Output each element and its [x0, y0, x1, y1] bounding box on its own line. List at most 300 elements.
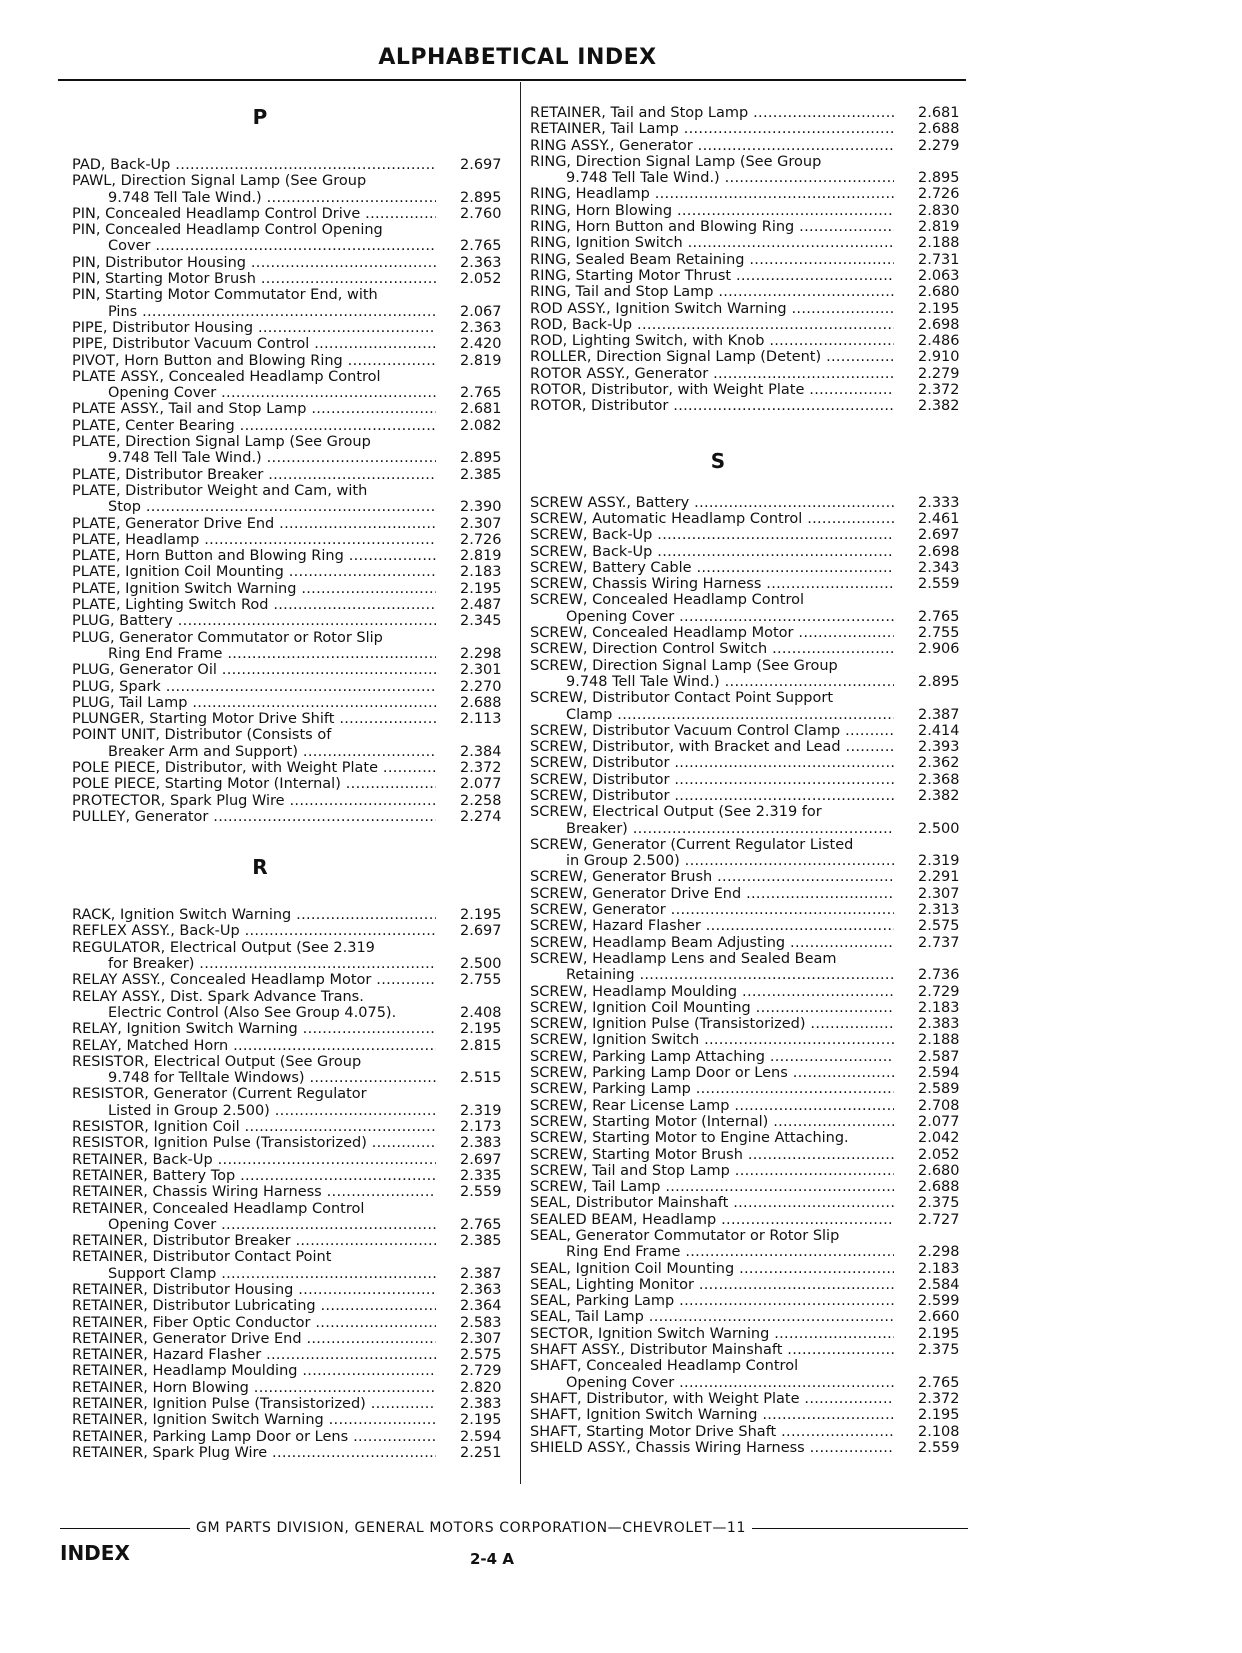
entry-group-number: 2.052	[460, 271, 502, 288]
entry-group-number: 2.726	[460, 531, 502, 548]
entry-label: in Group 2.500) .....	[566, 853, 894, 869]
index-entry	[72, 776, 508, 792]
index-entry	[530, 1244, 966, 1260]
entry-label: RETAINER, Spark Plug Wire .....	[72, 1445, 436, 1461]
entry-group-number: 2.188	[918, 1032, 960, 1049]
index-entry	[530, 366, 966, 382]
index-entry	[530, 755, 966, 771]
entry-spacer	[72, 141, 508, 157]
entry-label: RING, Starting Motor Thrust .....	[530, 268, 894, 284]
entry-text	[72, 320, 436, 336]
index-entry	[72, 1038, 508, 1054]
entry-label: RING, Horn Button and Blowing Ring .....	[530, 219, 894, 235]
entry-group-number: 2.765	[918, 608, 960, 625]
entry-label: RETAINER, Distributor Housing .....	[72, 1282, 436, 1298]
entry-group-number: 2.385	[460, 466, 502, 483]
index-entry	[72, 1347, 508, 1363]
entry-text	[72, 190, 436, 206]
entry-text	[530, 1228, 894, 1244]
index-entry	[530, 154, 966, 170]
index-entry	[530, 853, 966, 869]
entry-group-number: 2.270	[460, 678, 502, 695]
index-entry	[72, 222, 508, 238]
entry-text	[72, 516, 436, 532]
entry-text	[72, 1315, 436, 1331]
entry-text	[72, 1217, 436, 1233]
entry-text	[530, 1326, 894, 1342]
entry-group-number: 2.765	[460, 385, 502, 402]
entry-group-number: 2.335	[460, 1167, 502, 1184]
index-entry	[530, 1228, 966, 1244]
index-entry	[530, 1016, 966, 1032]
index-entry	[530, 170, 966, 186]
index-entry	[530, 1261, 966, 1277]
left-column	[72, 105, 508, 1461]
entry-group-number: 2.375	[918, 1342, 960, 1359]
entry-text	[530, 804, 894, 820]
entry-group-number: 2.307	[460, 1330, 502, 1347]
entry-text	[72, 711, 436, 727]
entry-group-number	[436, 1249, 508, 1265]
entry-group-number: 2.819	[460, 352, 502, 369]
entry-label: SCREW, Parking Lamp Door or Lens .....	[530, 1065, 894, 1081]
entry-label: SHIELD ASSY., Chassis Wiring Harness .....	[530, 1440, 894, 1456]
entry-text	[72, 467, 436, 483]
entry-label: PLATE, Distributor Breaker .....	[72, 467, 436, 483]
index-entry	[72, 744, 508, 760]
entry-label: SCREW, Distributor Vacuum Control Clamp .....	[530, 723, 894, 739]
entry-group-number	[894, 951, 966, 967]
index-entry	[530, 690, 966, 706]
index-entry	[72, 255, 508, 271]
entry-text	[72, 662, 436, 678]
entry-text	[530, 333, 894, 349]
entry-group-number: 2.313	[918, 902, 960, 919]
entry-label: SCREW, Parking Lamp Attaching .....	[530, 1049, 894, 1065]
entry-label: SCREW, Automatic Headlamp Control .....	[530, 511, 894, 527]
entry-group-number: 2.731	[918, 251, 960, 268]
entry-text	[530, 138, 894, 154]
entry-group-number: 2.195	[460, 1021, 502, 1038]
entry-text	[72, 1445, 436, 1461]
entry-label: PLATE, Lighting Switch Rod .....	[72, 597, 436, 613]
entry-text	[72, 1168, 436, 1184]
entry-group-number: 2.387	[918, 706, 960, 723]
entry-label: SCREW, Starting Motor to Engine Attaching.	[530, 1130, 849, 1147]
entry-text	[72, 1396, 436, 1412]
entry-label: SEAL, Parking Lamp .....	[530, 1293, 894, 1309]
entry-text	[530, 317, 894, 333]
entry-label: PLATE, Ignition Coil Mounting .....	[72, 564, 436, 580]
entry-text	[530, 1000, 894, 1016]
entry-text	[530, 1309, 894, 1325]
index-entry	[530, 837, 966, 853]
entry-label: SCREW, Generator .....	[530, 902, 894, 918]
entry-text	[530, 772, 894, 788]
entry-text	[530, 495, 894, 511]
entry-text	[72, 940, 436, 956]
entry-label: SCREW, Back-Up .....	[530, 544, 894, 560]
entry-group-number	[894, 1358, 966, 1374]
index-entry	[72, 418, 508, 434]
entry-label: SECTOR, Ignition Switch Warning .....	[530, 1326, 894, 1342]
index-entry	[530, 1424, 966, 1440]
entry-label: RING, Horn Blowing .....	[530, 203, 894, 219]
index-entry	[72, 271, 508, 287]
entry-group-number: 2.382	[918, 398, 960, 415]
index-entry	[530, 674, 966, 690]
entry-label: SCREW, Direction Signal Lamp (See Group	[530, 657, 838, 674]
index-entry	[530, 1375, 966, 1391]
entry-group-number: 2.372	[918, 1390, 960, 1407]
entry-text	[72, 401, 436, 417]
entry-group-number	[894, 690, 966, 706]
entry-text	[530, 576, 894, 592]
entry-group-number: 2.319	[460, 1102, 502, 1119]
entry-label: RESISTOR, Ignition Pulse (Transistorized) .....	[72, 1135, 436, 1151]
entry-group-number: 2.906	[918, 641, 960, 658]
entry-label: Breaker Arm and Support) .....	[108, 744, 436, 760]
entry-group-number: 2.390	[460, 499, 502, 516]
index-entry	[72, 630, 508, 646]
index-label: INDEX	[60, 1541, 130, 1565]
entry-group-number: 2.383	[460, 1396, 502, 1413]
index-entry	[530, 1342, 966, 1358]
entry-text	[530, 382, 894, 398]
entry-group-number: 2.698	[918, 316, 960, 333]
entry-group-number: 2.895	[918, 673, 960, 690]
entry-label: 9.748 Tell Tale Wind.) .....	[566, 170, 894, 186]
entry-label: SCREW ASSY., Battery .....	[530, 495, 894, 511]
entry-group-number: 2.726	[918, 186, 960, 203]
index-entry	[530, 869, 966, 885]
entry-text	[72, 222, 436, 238]
entry-group-number: 2.500	[460, 956, 502, 973]
entry-text	[72, 679, 436, 695]
footer-text: GM PARTS DIVISION, GENERAL MOTORS CORPORATION—CHEVROLET—11	[196, 1520, 746, 1536]
entry-label: SCREW, Ignition Coil Mounting .....	[530, 1000, 894, 1016]
entry-text	[72, 173, 436, 189]
index-entry	[72, 1315, 508, 1331]
entry-spacer	[530, 479, 966, 495]
entry-label: SEAL, Ignition Coil Mounting .....	[530, 1261, 894, 1277]
entry-text	[530, 1293, 894, 1309]
index-entry	[72, 369, 508, 385]
index-entry	[72, 581, 508, 597]
entry-group-number: 2.487	[460, 597, 502, 614]
index-entry	[530, 1407, 966, 1423]
entry-group-number: 2.368	[918, 771, 960, 788]
entry-text	[72, 1331, 436, 1347]
entry-group-number: 2.372	[460, 759, 502, 776]
index-entry	[530, 739, 966, 755]
entry-text	[530, 1212, 894, 1228]
entry-label: PLUG, Tail Lamp .....	[72, 695, 436, 711]
entry-label: RETAINER, Back-Up .....	[72, 1152, 436, 1168]
index-entry	[72, 450, 508, 466]
index-entry	[72, 190, 508, 206]
index-entry	[72, 1331, 508, 1347]
index-entry	[530, 268, 966, 284]
entry-text	[530, 821, 894, 837]
entry-label: POLE PIECE, Starting Motor (Internal) .....	[72, 776, 436, 792]
entry-text	[530, 1049, 894, 1065]
index-entry	[72, 1429, 508, 1445]
entry-label: PIN, Starting Motor Brush .....	[72, 271, 436, 287]
entry-label: SCREW, Distributor .....	[530, 755, 894, 771]
index-entry	[72, 956, 508, 972]
entry-label: SHAFT ASSY., Distributor Mainshaft .....	[530, 1342, 894, 1358]
entry-group-number: 2.414	[918, 722, 960, 739]
index-entry	[72, 1119, 508, 1135]
entry-group-number: 2.077	[460, 776, 502, 793]
entry-group-number: 2.258	[460, 792, 502, 809]
entry-text	[72, 809, 436, 825]
entry-group-number: 2.575	[918, 918, 960, 935]
index-entry	[530, 138, 966, 154]
entry-label: Opening Cover .....	[566, 609, 894, 625]
entry-group-number: 2.077	[918, 1113, 960, 1130]
index-entry	[530, 707, 966, 723]
entry-group-number: 2.183	[460, 564, 502, 581]
index-entry	[72, 1412, 508, 1428]
entry-label: RETAINER, Hazard Flasher .....	[72, 1347, 436, 1363]
entry-group-number	[436, 173, 508, 189]
entry-group-number: 2.737	[918, 934, 960, 951]
entry-label: SCREW, Tail and Stop Lamp .....	[530, 1163, 894, 1179]
index-entry	[530, 317, 966, 333]
entry-text	[530, 869, 894, 885]
entry-text	[72, 907, 436, 923]
entry-text	[72, 972, 436, 988]
index-entry	[72, 548, 508, 564]
entry-group-number: 2.698	[918, 543, 960, 560]
entry-label: PAWL, Direction Signal Lamp (See Group	[72, 173, 367, 190]
entry-label: SCREW, Generator (Current Regulator Listed	[530, 836, 854, 853]
entry-group-number	[436, 989, 508, 1005]
entry-label: POLE PIECE, Distributor, with Weight Plate .....	[72, 760, 436, 776]
index-entry	[530, 804, 966, 820]
index-entry	[72, 793, 508, 809]
entry-group-number: 2.819	[918, 219, 960, 236]
section-r-entries	[72, 891, 508, 1461]
entry-text	[530, 1391, 894, 1407]
entry-text	[530, 1016, 894, 1032]
entry-label: SCREW, Distributor, with Bracket and Lead .....	[530, 739, 894, 755]
entry-group-number: 2.298	[918, 1244, 960, 1261]
entry-text	[72, 287, 436, 303]
index-entry	[72, 613, 508, 629]
entry-label: SCREW, Concealed Headlamp Motor .....	[530, 625, 894, 641]
entry-text	[72, 1412, 436, 1428]
entry-label: RETAINER, Tail Lamp .....	[530, 121, 894, 137]
entry-text	[72, 1054, 436, 1070]
entry-group-number: 2.382	[918, 787, 960, 804]
entry-label: RETAINER, Chassis Wiring Harness .....	[72, 1184, 436, 1200]
entry-label: SCREW, Ignition Pulse (Transistorized) .....	[530, 1016, 894, 1032]
entry-text	[530, 252, 894, 268]
entry-text	[530, 723, 894, 739]
entry-group-number: 2.279	[918, 137, 960, 154]
index-entry	[72, 467, 508, 483]
entry-text	[530, 918, 894, 934]
index-entry	[72, 1086, 508, 1102]
section-p-entries	[72, 141, 508, 825]
entry-group-number: 2.385	[460, 1233, 502, 1250]
entry-group-number	[436, 222, 508, 238]
index-entry	[530, 1163, 966, 1179]
entry-text	[530, 1358, 894, 1374]
entry-label: RESISTOR, Electrical Output (See Group	[72, 1053, 362, 1070]
entry-text	[72, 450, 436, 466]
entry-text	[72, 1429, 436, 1445]
entry-label: SCREW, Distributor Contact Point Support	[530, 690, 834, 707]
entry-label: RING, Sealed Beam Retaining .....	[530, 252, 894, 268]
entry-text	[530, 284, 894, 300]
index-entry	[530, 1098, 966, 1114]
entry-label: SCREW, Ignition Switch .....	[530, 1032, 894, 1048]
entry-text	[530, 1163, 894, 1179]
entry-label: REFLEX ASSY., Back-Up .....	[72, 923, 436, 939]
entry-group-number: 2.052	[918, 1146, 960, 1163]
index-entry	[530, 527, 966, 543]
entry-group-number: 2.584	[918, 1276, 960, 1293]
index-entry	[72, 1445, 508, 1461]
entry-label: SCREW, Back-Up .....	[530, 527, 894, 543]
entry-label: SHAFT, Starting Motor Drive Shaft .....	[530, 1424, 894, 1440]
entry-label: SCREW, Starting Motor Brush .....	[530, 1147, 894, 1163]
entry-label: Ring End Frame .....	[566, 1244, 894, 1260]
index-entry	[72, 940, 508, 956]
entry-label: 9.748 for Telltale Windows) .....	[108, 1070, 436, 1086]
index-entry	[530, 1293, 966, 1309]
index-entry	[530, 1212, 966, 1228]
entry-label: RETAINER, Fiber Optic Conductor .....	[72, 1315, 436, 1331]
entry-label: RING, Direction Signal Lamp (See Group	[530, 153, 822, 170]
entry-label: 9.748 Tell Tale Wind.) .....	[108, 450, 436, 466]
entry-text	[72, 695, 436, 711]
entry-group-number: 2.274	[460, 808, 502, 825]
entry-text	[72, 1021, 436, 1037]
entry-group-number: 2.895	[460, 450, 502, 467]
entry-label: Opening Cover .....	[108, 1217, 436, 1233]
entry-label: SEALED BEAM, Headlamp .....	[530, 1212, 894, 1228]
index-entry	[72, 499, 508, 515]
entry-label: RETAINER, Distributor Lubricating .....	[72, 1298, 436, 1314]
entry-group-number: 2.063	[918, 267, 960, 284]
index-entry	[530, 1440, 966, 1456]
entry-group-number: 2.688	[460, 694, 502, 711]
entry-group-number: 2.697	[460, 923, 502, 940]
entry-text	[530, 658, 894, 674]
entry-group-number: 2.067	[460, 303, 502, 320]
entry-text	[530, 1375, 894, 1391]
entry-label: PULLEY, Generator .....	[72, 809, 436, 825]
index-entry	[530, 1065, 966, 1081]
entry-label: RETAINER, Horn Blowing .....	[72, 1380, 436, 1396]
entry-label: 9.748 Tell Tale Wind.) .....	[566, 674, 894, 690]
entry-label: SEAL, Lighting Monitor .....	[530, 1277, 894, 1293]
index-entry	[72, 1363, 508, 1379]
entry-text	[530, 755, 894, 771]
entry-label: PLATE, Distributor Weight and Cam, with	[72, 482, 368, 499]
index-entry	[530, 641, 966, 657]
entry-text	[530, 349, 894, 365]
entry-spacer	[72, 891, 508, 907]
index-entry	[72, 1103, 508, 1119]
index-entry	[530, 1277, 966, 1293]
index-entry	[72, 1070, 508, 1086]
index-entry	[530, 935, 966, 951]
index-entry	[530, 301, 966, 317]
entry-label: PIN, Concealed Headlamp Control Drive .....	[72, 206, 436, 222]
entry-label: Ring End Frame .....	[108, 646, 436, 662]
entry-group-number: 2.251	[460, 1444, 502, 1461]
entry-label: RETAINER, Ignition Switch Warning .....	[72, 1412, 436, 1428]
entry-label: SCREW, Hazard Flasher .....	[530, 918, 894, 934]
index-entry	[72, 1005, 508, 1021]
entry-text	[530, 398, 894, 414]
entry-group-number	[436, 287, 508, 303]
entry-text	[530, 1261, 894, 1277]
index-entry	[530, 1147, 966, 1163]
entry-label: Cover .....	[108, 238, 436, 254]
entry-text	[530, 154, 894, 170]
index-entry	[530, 1114, 966, 1130]
entry-text	[530, 707, 894, 723]
entry-group-number: 2.188	[918, 235, 960, 252]
entry-text	[530, 544, 894, 560]
index-entry	[530, 1032, 966, 1048]
index-entry	[72, 1201, 508, 1217]
entry-text	[530, 625, 894, 641]
entry-label: PLATE ASSY., Concealed Headlamp Control	[72, 368, 381, 385]
entry-text	[72, 1201, 436, 1217]
entry-group-number: 2.363	[460, 1282, 502, 1298]
entry-label: RESISTOR, Ignition Coil .....	[72, 1119, 436, 1135]
index-entry	[530, 398, 966, 414]
entry-text	[72, 336, 436, 352]
entry-label: SCREW, Headlamp Lens and Sealed Beam	[530, 950, 837, 967]
entry-group-number: 2.298	[460, 645, 502, 662]
entry-label: SCREW, Generator Drive End .....	[530, 886, 894, 902]
entry-text	[530, 690, 894, 706]
entry-label: ROD, Lighting Switch, with Knob .....	[530, 333, 894, 349]
entry-label: Opening Cover .....	[108, 385, 436, 401]
entry-group-number: 2.680	[918, 1162, 960, 1179]
index-entry	[72, 320, 508, 336]
entry-label: ROTOR, Distributor .....	[530, 398, 894, 414]
entry-group-number	[436, 727, 508, 743]
entry-group-number: 2.383	[918, 1016, 960, 1033]
entry-label: SCREW, Parking Lamp .....	[530, 1081, 894, 1097]
index-entry	[530, 544, 966, 560]
title-rule	[58, 79, 966, 81]
entry-text	[72, 1249, 436, 1265]
entry-text	[530, 902, 894, 918]
entry-text	[530, 1424, 894, 1440]
index-entry	[72, 1168, 508, 1184]
entry-group-number: 2.760	[460, 205, 502, 222]
entry-text	[72, 157, 436, 173]
entry-label: for Breaker) .....	[108, 956, 436, 972]
entry-label: RELAY, Matched Horn .....	[72, 1038, 436, 1054]
entry-group-number: 2.594	[460, 1428, 502, 1445]
entry-group-number: 2.895	[460, 189, 502, 206]
index-entry	[72, 516, 508, 532]
entry-group-number: 2.343	[918, 559, 960, 576]
index-entry	[530, 625, 966, 641]
